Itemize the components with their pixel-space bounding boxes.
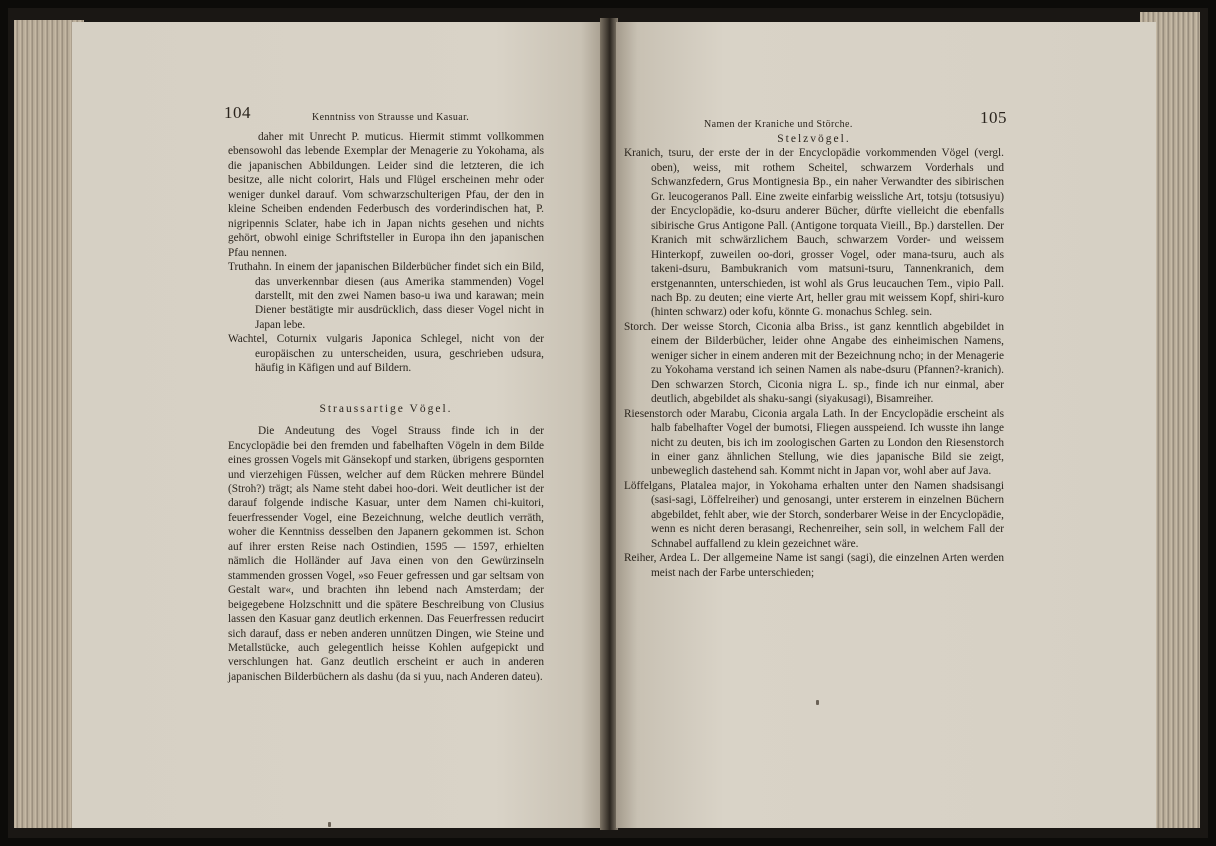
paragraph: Riesenstorch oder Marabu, Ciconia argala Lath. In der Encyclopädie erscheint als halb fabelhafter Vogel der bumotsi, Fliegen ausspeiend. Ich wusste ihn lange nicht zu deuten, bis ich im zoologischen Garten zu London den Riesenstorch in einer ganz ähnlichen Stellung, wie dies japanische Bild sie zeigt, unbeweglich dastehend sah. Kommt nicht in Japan vor, wohl aber auf Java. — [624, 407, 1004, 478]
paragraph: Storch. Der weisse Storch, Ciconia alba Briss., ist ganz kenntlich abgebildet in einem der Bilderbücher, leider ohne Angabe des einheimischen Namens, weniger sicher in einem anderen mit der Bezeichnung ncho; in der Menagerie zu Yokohama verstand ich seinen Namen als nabe-dsuru (Pfannen?-kranich). Den schwarzen Storch, Ciconia nigra L. sp., finde ich nur einmal, aber deutlich, abgebildet als shaku-sangi (siyakusagi), Bisamreiher. — [624, 320, 1004, 406]
right-page — [616, 22, 1156, 828]
section-title: Stelzvögel. — [777, 133, 851, 145]
paragraph: Die Andeutung des Vogel Strauss finde ich in der Encyclopädie bei den fremden und fabelhaften Vögeln in dem Bilde eines grossen Vogels mit Gänsekopf und starken, übrigens gespornten und vierzehigen Füssen, welcher auf dem Rücken mehrere Bündel (Stroh?) trägt; als Name steht dabei hoo-dori. Weit deutlicher ist der darauf folgende indische Kasuar, unter dem Namen chi-kuitori, feuerfressender Vogel, eine Bezeichnung, welche deutlich verräth, woher die Kenntniss desselben den Japanern gekommen ist. Schon auf ihrer ersten Reise nach Ostindien, 1595 — 1597, erhielten nämlich die Holländer auf Java einen von den Gewürzinseln stammenden grossen Vogel, »so Feuer gefressen und gar seltsam von Gestalt war«, und brachten ihn lebend nach Amsterdam; der beigegebene Holzschnitt und die spätere Beschreibung von Clusius lassen den Kasuar ganz deutlich erkennen. Das Feuerfressen reducirt sich darauf, dass er neben anderen unnützen Dingen, wie Steine und Metallstücke, auch gelegentlich heisse Kohlen aufgepickt und verschlungen hat. Ganz deutlich erscheint er auch in anderen japanischen Bilderbüchern als dashu (da si yuu, nach Anderen dateu). — [228, 425, 544, 683]
left-page-body — [228, 130, 544, 684]
running-head: Namen der Kraniche und Störche. — [704, 119, 853, 130]
right-page-body — [624, 132, 1004, 580]
paragraph: Wachtel, Coturnix vulgaris Japonica Schlegel, nicht von der europäischen zu unterscheiden, usura, geschrieben udsura, häufig in Käfigen und auf Bildern. — [228, 333, 544, 375]
paragraph: daher mit Unrecht P. muticus. Hiermit stimmt vollkommen ebensowohl das lebende Exemplar der Menagerie zu Yokohama, als die japanischen Abbildungen. Leider sind die letzteren, die ich besitze, alle nicht colorirt, Hals und Flügel erscheinen mehr oder weniger dunkel darauf. Vom schwarzschulterigen Pfau, der den in kleine Scheiben endenden Federbusch des vorderindischen hat, P. nigripennis Sclater, habe ich in Japan nichts gesehen und nichts gehört, obwohl einige Schriftsteller in Europa ihn den japanischen Pfau nennen. — [228, 131, 544, 259]
left-page — [72, 22, 602, 828]
paragraph: Reiher, Ardea L. Der allgemeine Name ist sangi (sagi), die einzelnen Arten werden meist nach der Farbe unterschieden; — [624, 552, 1004, 579]
section-title: Straussartige Vögel. — [319, 402, 453, 415]
page-number: 104 — [224, 103, 251, 122]
running-head: Kenntniss von Strausse und Kasuar. — [312, 112, 470, 123]
paragraph: Truthahn. In einem der japanischen Bilderbücher findet sich ein Bild, das unverkennbar diesen (aus Amerika stammenden) Vogel darstellt, mit den zwei Namen baso-u iwa und karawan; mein Diener bestätigte mir ausdrücklich, dass dieser Vogel nicht in Japan lebe. — [228, 261, 544, 331]
paragraph: Löffelgans, Platalea major, in Yokohama erhalten unter den Namen shadsisangi (sasi-sagi, Löffelreiher) und genosangi, unter ersterem in einzelnen Büchern abgebildet, fehlt aber, wie der Storch, sonderbarer Weise in der Encyclopädie, wenn es nicht deren berasangi, Rechenreiher, sein soll, in welchem Fall der Schnabel auffallend zu klein gezeichnet wäre. — [624, 479, 1004, 550]
paragraph: Kranich, tsuru, der erste der in der Encyclopädie vorkommenden Vögel (vergl. oben), weiss, mit rothem Scheitel, schwarzem Vorderhals und Schwanzfedern, Grus Montignesia Bp., ein naher Verwandter des sibirischen Gr. leucogeranos Pall. Eine zweite einfarbig weissliche Art, totsju (totsusiyu) der Encyclopädie, ko-dsuru anderer Bücher, dürfte vielleicht die ebenfalls sibirische Grus Antigone Pall. (Antigone torquata Vieill., Bp.) darstellen. Der Kranich mit schwärzlichem Bauch, schwarzem Vorder- und weissem Hinterkopf, zuweilen oo-dori, grosser Vogel, oder mana-tsuru, auch als takeni-dsuru, Bambukranich vom matsuni-tsuru, Tannenkranich, dem erstgenannten, unterschieden, ist wohl als Grus leucauchen Tem., vipio Pall. nach Bp. zu deuten; eine vierte Art, heller grau mit weissem Kopf, shiri-kuro (hinten schwarz) oder kofu, könnte G. monachus Schleg. sein. — [624, 147, 1004, 319]
print-mark — [816, 700, 819, 705]
print-mark — [328, 822, 331, 827]
page-number: 105 — [980, 108, 1007, 127]
